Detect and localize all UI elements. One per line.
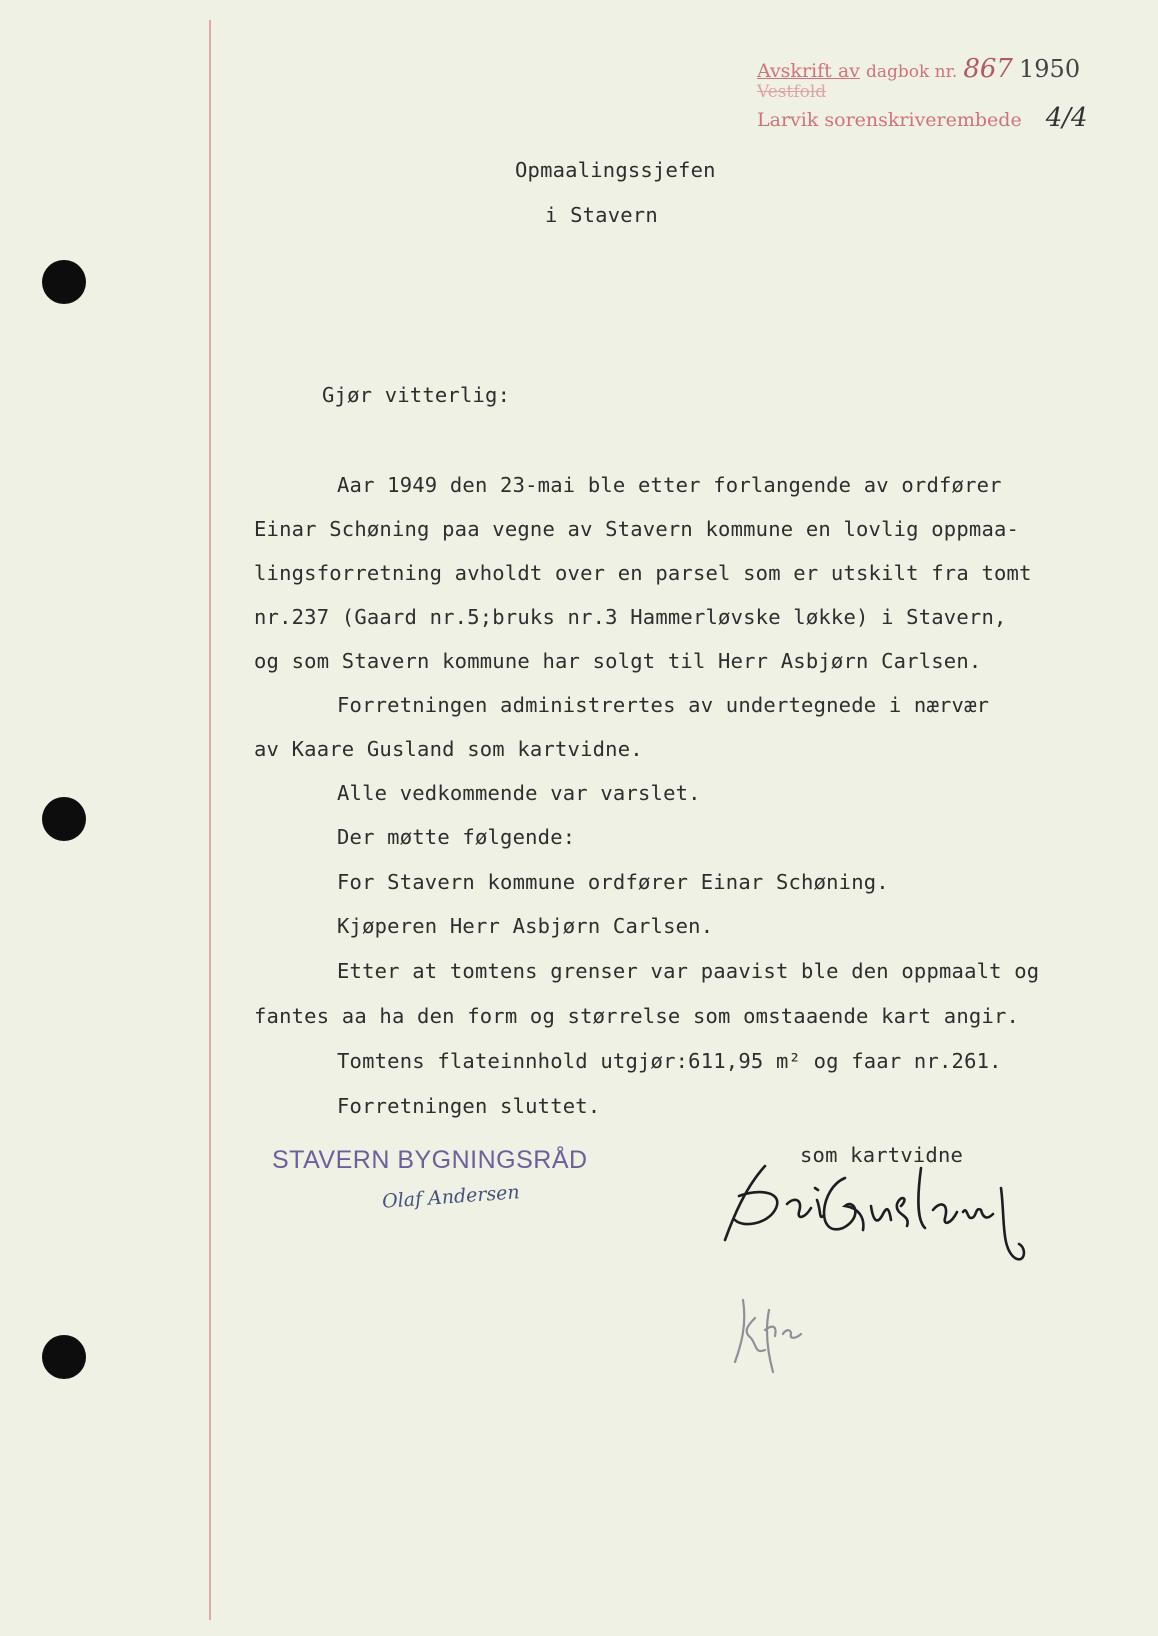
punch-hole bbox=[42, 260, 86, 304]
body-line: Kjøperen Herr Asbjørn Carlsen. bbox=[337, 914, 714, 938]
punch-hole bbox=[42, 1335, 86, 1379]
stamp-line3: Larvik sorenskriverembede bbox=[757, 109, 1022, 131]
body-line: Aar 1949 den 23-mai ble etter forlangende av ordfører bbox=[337, 473, 1002, 497]
witness-label: som kartvidne bbox=[800, 1143, 964, 1167]
stamp-line2: Vestfold bbox=[757, 82, 827, 102]
body-line: For Stavern kommune ordfører Einar Schøning. bbox=[337, 870, 889, 894]
body-line: av Kaare Gusland som kartvidne. bbox=[254, 737, 643, 761]
stamp-year: 1950 bbox=[1019, 55, 1081, 83]
stamp-date: 4/4 bbox=[1045, 103, 1088, 133]
body-line: nr.237 (Gaard nr.5;bruks nr.3 Hammerløvske løkke) i Stavern, bbox=[254, 605, 1007, 629]
body-line: Alle vedkommende var varslet. bbox=[337, 781, 701, 805]
witness-signature bbox=[705, 1148, 1065, 1268]
stamp-line1: Avskrift av bbox=[757, 60, 860, 82]
stamp-line1b: dagbok nr. bbox=[865, 62, 958, 82]
stamp-number: 867 bbox=[963, 54, 1013, 84]
body-line: Forretningen administrertes av undertegnede i nærvær bbox=[337, 693, 990, 717]
initials-mark bbox=[725, 1290, 825, 1380]
body-line: Tomtens flateinnhold utgjør:611,95 m² og faar nr.261. bbox=[337, 1049, 1002, 1073]
recipient-line1: Opmaalingssjefen bbox=[515, 158, 716, 182]
margin-line bbox=[209, 20, 211, 1620]
body-line: Etter at tomtens grenser var paavist ble den oppmaalt og bbox=[337, 959, 1040, 983]
authority-stamp: STAVERN BYGNINGSRÅD bbox=[272, 1146, 588, 1174]
body-line: Einar Schøning paa vegne av Stavern kommune en lovlig oppmaa- bbox=[254, 517, 1020, 541]
recipient-line2: i Stavern bbox=[545, 203, 658, 227]
body-line: fantes aa ha den form og størrelse som omstaaende kart angir. bbox=[254, 1004, 1020, 1028]
body-line: Forretningen sluttet. bbox=[337, 1094, 601, 1118]
registry-stamp bbox=[757, 56, 1088, 133]
stamp-signature: Olaf Andersen bbox=[381, 1181, 521, 1213]
body-line: lingsforretning avholdt over en parsel som er utskilt fra tomt bbox=[254, 561, 1032, 585]
salutation: Gjør vitterlig: bbox=[322, 383, 511, 407]
body-line: Der møtte følgende: bbox=[337, 825, 576, 849]
punch-hole bbox=[42, 797, 86, 841]
body-line: og som Stavern kommune har solgt til Herr Asbjørn Carlsen. bbox=[254, 649, 982, 673]
